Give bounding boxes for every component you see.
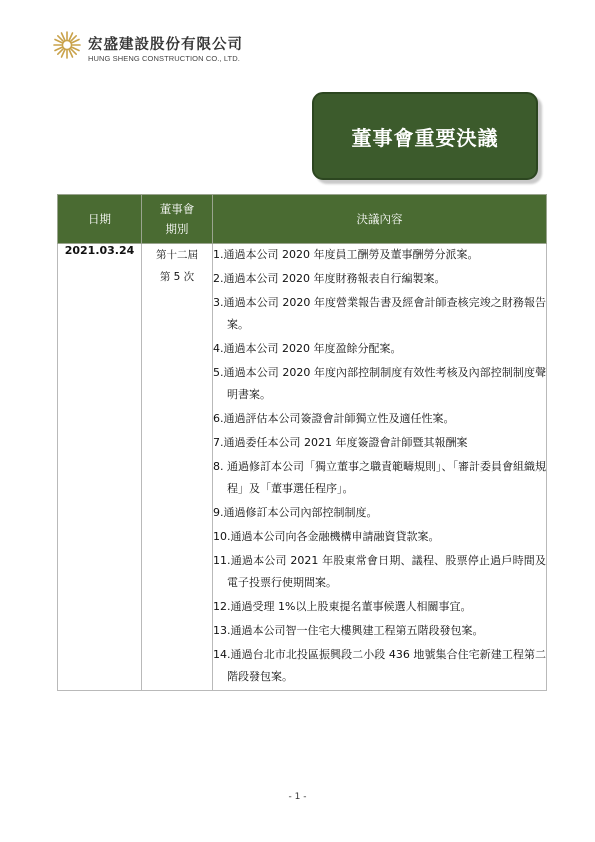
resolution-item: 14.通過台北市北投區振興段二小段 436 地號集合住宅新建工程第二階段發包案。 xyxy=(213,648,546,683)
resolution-item: 9.通過修訂本公司內部控制制度。 xyxy=(213,506,378,519)
resolution-content xyxy=(213,244,547,691)
resolution-item: 12.通過受理 1%以上股東提名董事候選人相關事宜。 xyxy=(213,600,472,613)
resolutions-table xyxy=(57,194,547,691)
resolution-item: 8. 通過修訂本公司「獨立董事之職責範疇規則」、「審計委員會組織規程」及「董事選任程序」。 xyxy=(213,460,546,495)
header-period-line1: 董事會 xyxy=(159,202,195,216)
meeting-date: 2021.03.24 xyxy=(58,244,142,691)
resolution-list xyxy=(213,244,546,688)
header-period-line2: 期別 xyxy=(165,222,189,236)
table-row xyxy=(58,244,547,691)
meeting-period-line2: 第 5 次 xyxy=(159,271,195,283)
page-title-box xyxy=(312,92,538,180)
meeting-period xyxy=(142,244,213,691)
meeting-period-line1: 第十二屆 xyxy=(156,249,198,261)
resolution-item: 10.通過本公司向各金融機構申請融資貸款案。 xyxy=(213,530,440,543)
header-content: 決議內容 xyxy=(213,195,547,244)
resolution-item: 2.通過本公司 2020 年度財務報表自行編製案。 xyxy=(213,272,446,285)
resolution-item: 1.通過本公司 2020 年度員工酬勞及董事酬勞分派案。 xyxy=(213,248,479,261)
resolution-item: 11.通過本公司 2021 年股東常會日期、議程、股票停止過戶時間及電子投票行使期間案。 xyxy=(213,554,546,589)
resolution-item: 3.通過本公司 2020 年度營業報告書及經會計師查核完竣之財務報告案。 xyxy=(213,296,546,331)
page-number: - 1 - xyxy=(288,792,307,802)
company-logo-icon xyxy=(52,30,82,60)
table-header-row xyxy=(58,195,547,244)
resolution-item: 5.通過本公司 2020 年度內部控制制度有效性考核及內部控制制度聲明書案。 xyxy=(213,366,546,401)
company-name-en: HUNG SHENG CONSTRUCTION CO., LTD. xyxy=(88,54,240,63)
company-name-cn: 宏盛建設股份有限公司 xyxy=(88,36,243,53)
header-date: 日期 xyxy=(58,195,142,244)
resolution-item: 13.通過本公司智一住宅大樓興建工程第五階段發包案。 xyxy=(213,624,484,637)
page-title: 董事會重要決議 xyxy=(351,125,499,150)
header-period xyxy=(142,195,213,244)
resolution-item: 4.通過本公司 2020 年度盈餘分配案。 xyxy=(213,342,402,355)
resolution-item: 6.通過評估本公司簽證會計師獨立性及適任性案。 xyxy=(213,412,455,425)
resolution-item: 7.通過委任本公司 2021 年度簽證會計師暨其報酬案 xyxy=(213,436,468,449)
